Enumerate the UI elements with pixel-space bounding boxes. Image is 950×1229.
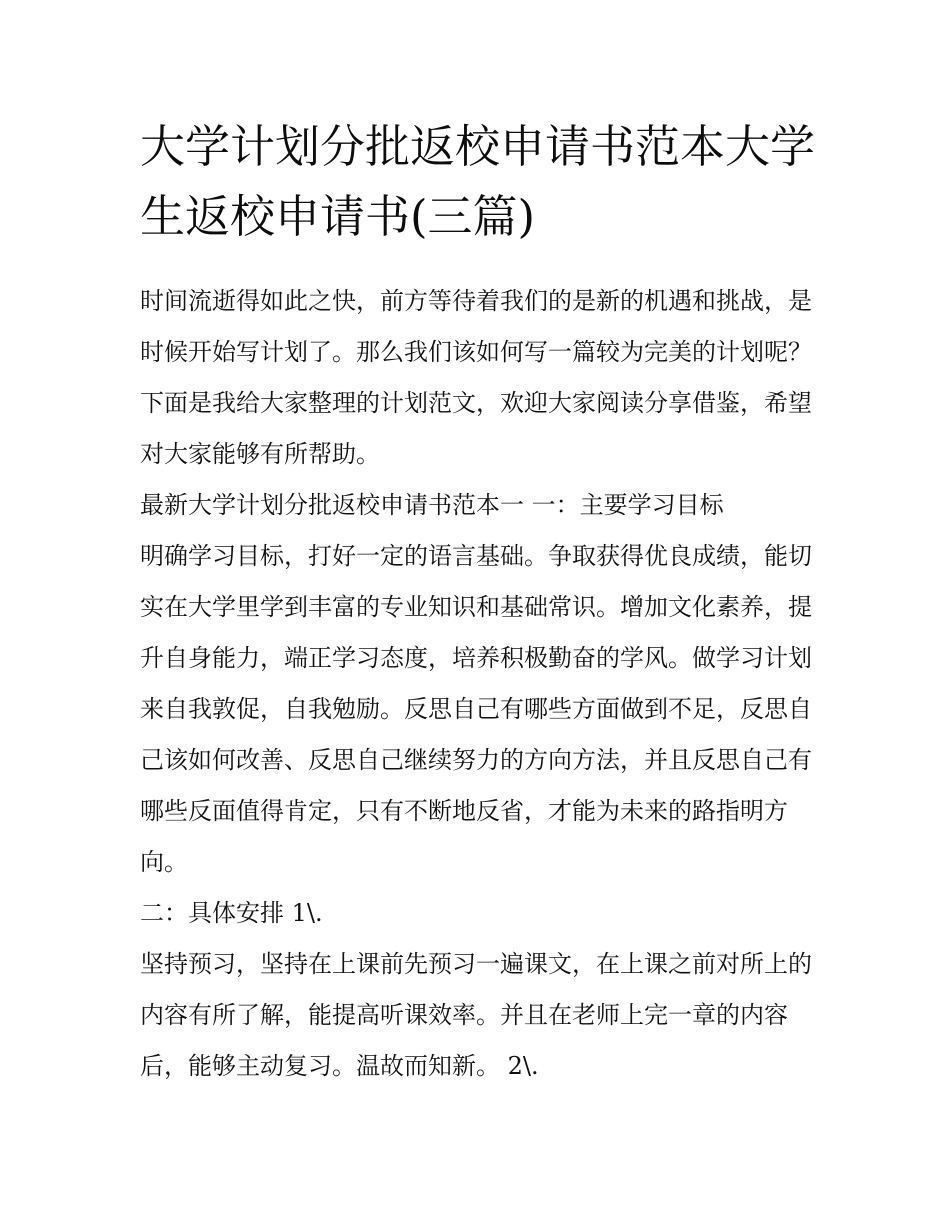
intro-paragraph: 时间流逝得如此之快，前方等待着我们的是新的机遇和挑战，是时候开始写计划了。那么我们该如何写一篇较为完美的计划呢？下面是我给大家整理的计划范文，欢迎大家阅读分享借鉴，希望对大家能够有所帮助。 — [140, 287, 812, 468]
goals-paragraph: 明确学习目标，打好一定的语言基础。争取获得优良成绩，能切实在大学里学到丰富的专业知识和基础常识。增加文化素养，提升自身能力，端正学习态度，培养积极勤奋的学风。做学习计划来自我敦促，自我勉励。反思自己有哪些方面做到不足，反思自己该如何改善、反思自己继续努力的方向方法，并且反思自己有哪些反面值得肯定，只有不断地反省，才能为未来的路指明方向。 — [140, 542, 812, 876]
section-heading-goals: 最新大学计划分批返校申请书范本一 一：主要学习目标 — [140, 491, 724, 519]
document-body — [140, 276, 830, 1092]
document-title: 大学计划分批返校申请书范本大学生返校申请书(三篇) — [140, 120, 816, 243]
section-heading-arrangement: 二：具体安排 1\. — [140, 899, 323, 927]
preview-paragraph: 坚持预习，坚持在上课前先预习一遍课文，在上课之前对所上的内容有所了解，能提高听课效率。并且在老师上完一章的内容后，能够主动复习。温故而知新。 2\. — [140, 950, 812, 1080]
